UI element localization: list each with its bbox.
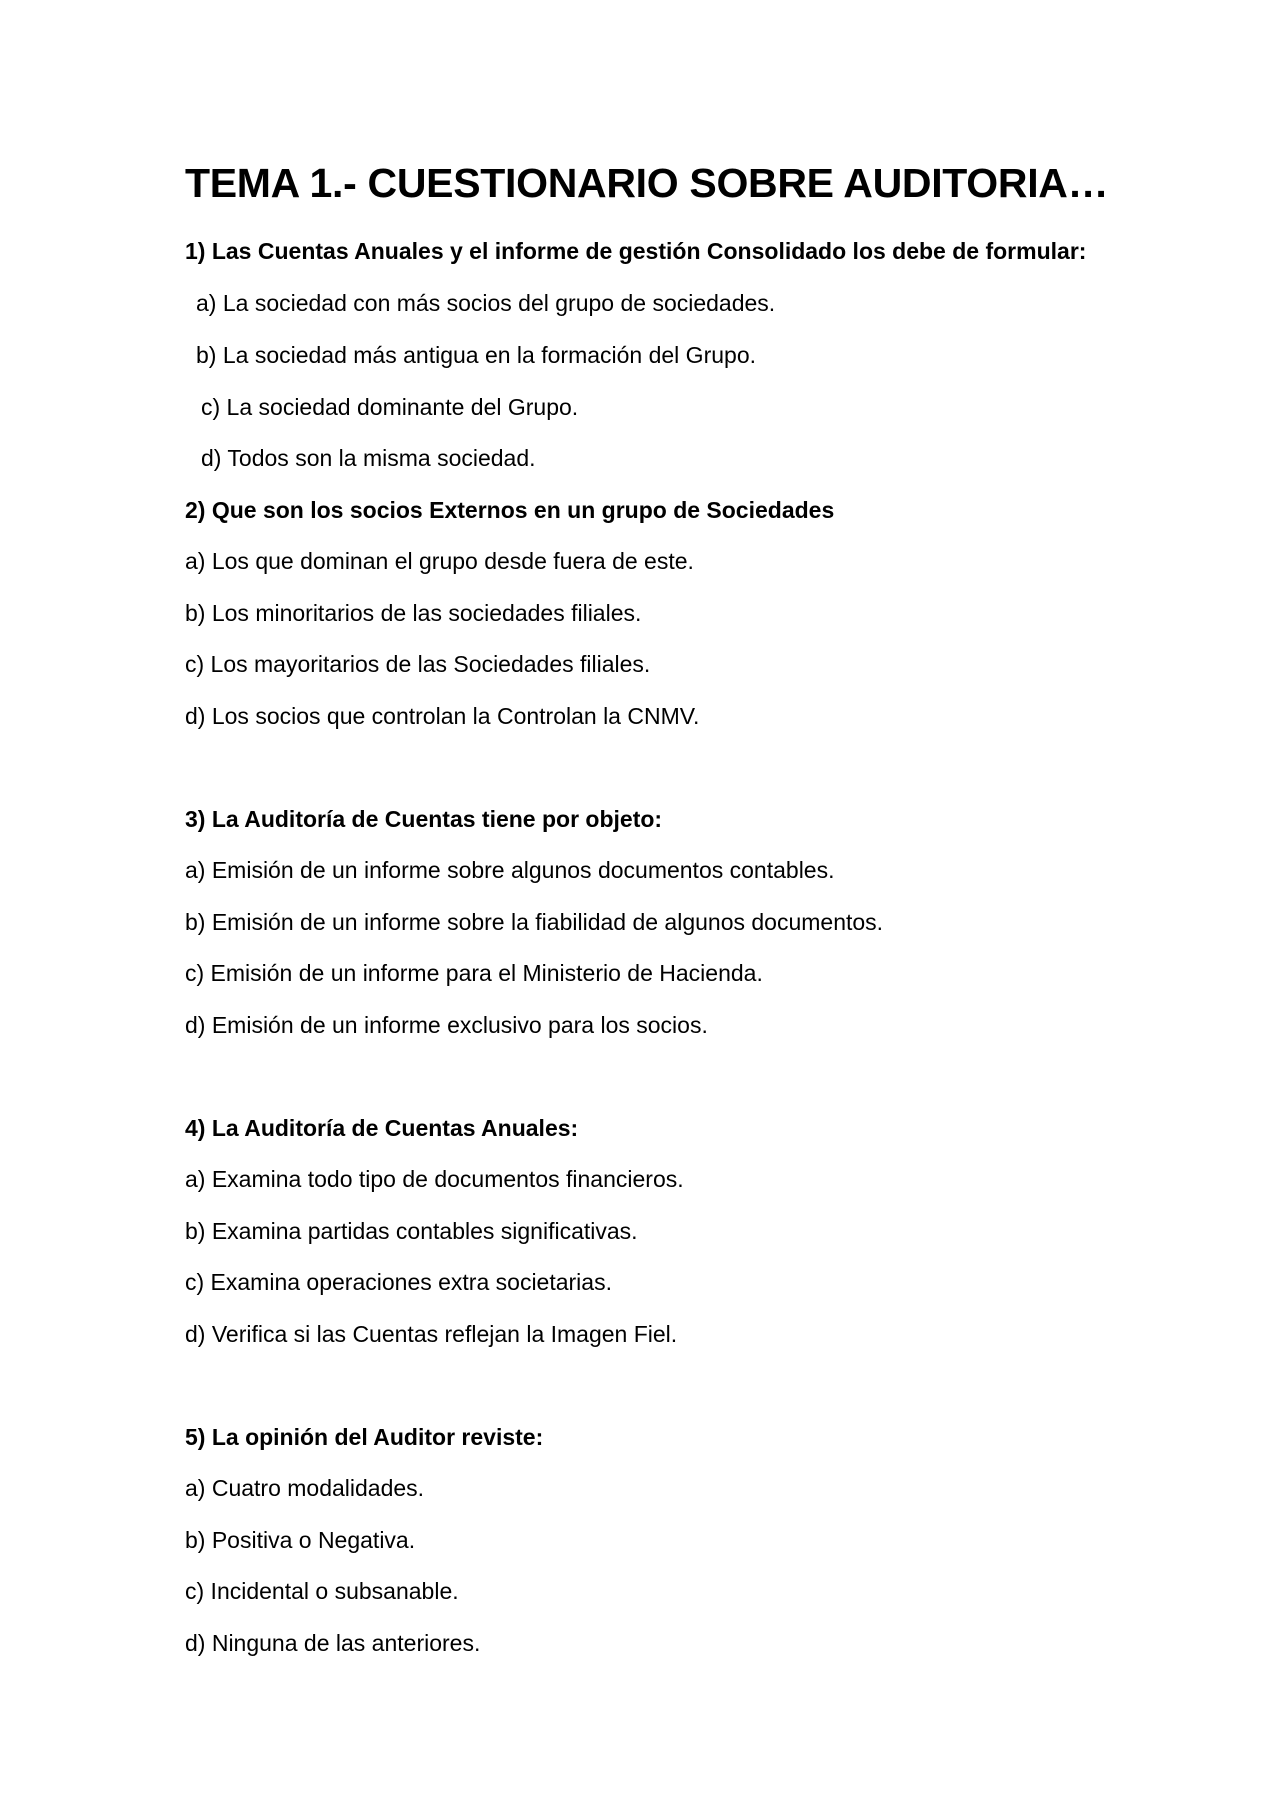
page-title: TEMA 1.- CUESTIONARIO SOBRE AUDITORIA… — [185, 160, 1109, 206]
question-2-option-a: a) Los que dominan el grupo desde fuera de este. — [185, 548, 694, 574]
question-4-option-d: d) Verifica si las Cuentas reflejan la Imagen Fiel. — [185, 1321, 678, 1347]
question-3-option-b: b) Emisión de un informe sobre la fiabilidad de algunos documentos. — [185, 909, 884, 935]
question-4-option-b: b) Examina partidas contables significativas. — [185, 1218, 638, 1244]
question-2-option-d: d) Los socios que controlan la Controlan la CNMV. — [185, 703, 700, 729]
question-2: 2) Que son los socios Externos en un grupo de Sociedades — [185, 497, 835, 523]
question-2-option-b: b) Los minoritarios de las sociedades filiales. — [185, 600, 642, 626]
question-4: 4) La Auditoría de Cuentas Anuales: — [185, 1115, 579, 1141]
question-5-option-a: a) Cuatro modalidades. — [185, 1475, 425, 1501]
question-2-option-c: c) Los mayoritarios de las Sociedades filiales. — [185, 651, 651, 677]
question-3-option-c: c) Emisión de un informe para el Ministerio de Hacienda. — [185, 960, 763, 986]
question-5: 5) La opinión del Auditor reviste: — [185, 1424, 544, 1450]
question-4-option-c: c) Examina operaciones extra societarias. — [185, 1269, 612, 1295]
question-1-option-a: a) La sociedad con más socios del grupo de sociedades. — [196, 290, 776, 316]
question-4-option-a: a) Examina todo tipo de documentos financieros. — [185, 1166, 684, 1192]
question-1-option-d: d) Todos son la misma sociedad. — [201, 445, 536, 471]
question-5-option-d: d) Ninguna de las anteriores. — [185, 1630, 481, 1656]
question-5-option-c: c) Incidental o subsanable. — [185, 1578, 459, 1604]
question-3-option-d: d) Emisión de un informe exclusivo para los socios. — [185, 1012, 708, 1038]
question-5-option-b: b) Positiva o Negativa. — [185, 1527, 416, 1553]
question-3-option-a: a) Emisión de un informe sobre algunos documentos contables. — [185, 857, 835, 883]
question-1: 1) Las Cuentas Anuales y el informe de gestión Consolidado los debe de formular: — [185, 238, 1087, 264]
question-1-option-c: c) La sociedad dominante del Grupo. — [201, 394, 579, 420]
question-1-option-b: b) La sociedad más antigua en la formación del Grupo. — [196, 342, 756, 368]
question-3: 3) La Auditoría de Cuentas tiene por objeto: — [185, 806, 663, 832]
